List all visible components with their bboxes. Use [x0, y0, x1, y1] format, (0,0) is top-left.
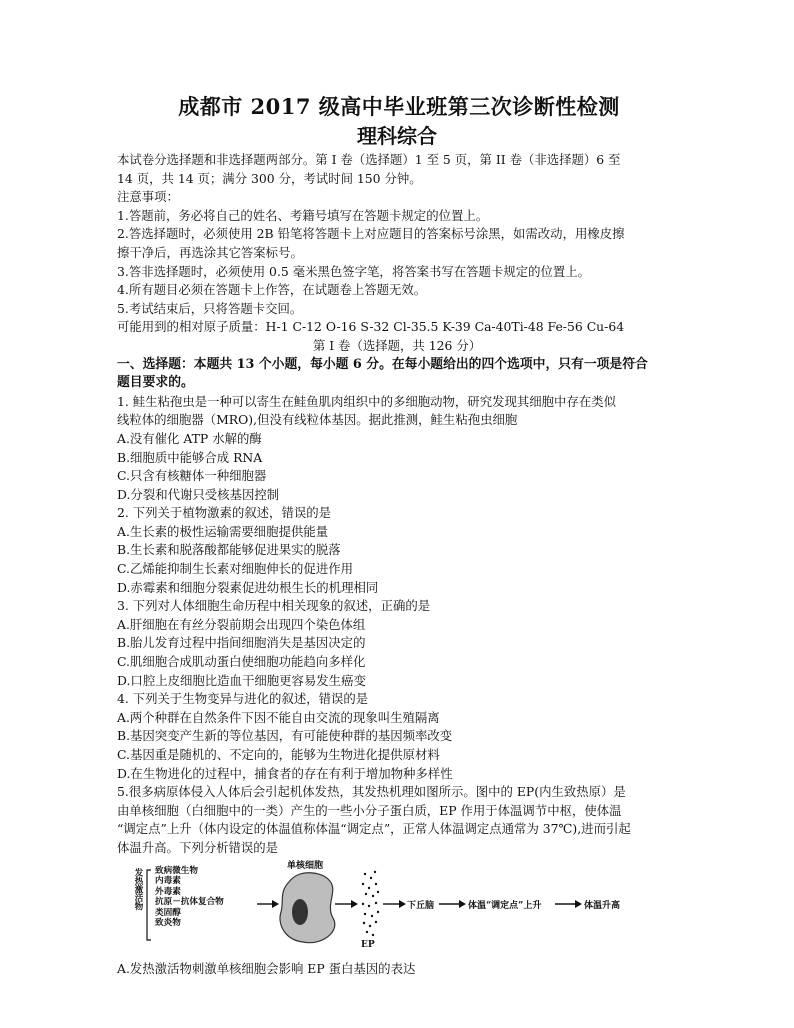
arrowhead	[351, 900, 358, 908]
option-c: C.肌细胞合成肌动蛋白使细胞功能趋向多样化	[117, 654, 366, 670]
ep-label: EP	[361, 939, 375, 950]
question-stem: 4. 下列关于生物变异与进化的叙述，错误的是	[117, 691, 369, 707]
question-stem: 1. 鲑生粘孢虫是一种可以寄生在鲑鱼肌肉组织中的多细胞动物，研究发现其细胞中存在类似	[117, 393, 616, 409]
notice-item: 2.答选择题时，必须使用 2B 铅笔将答题卡上对应题目的答案标号涂黑，如需改动，用橡皮擦	[117, 226, 625, 242]
option-c: C.基因重是随机的、不定向的，能够为生物进化提供原材料	[117, 747, 440, 762]
step-temperature-rise: 体温升高	[584, 900, 621, 911]
activator-list	[155, 866, 224, 929]
part-heading: 题目要求的。	[117, 375, 194, 391]
section-title: 第 I 卷（选择题，共 126 分）	[312, 337, 482, 353]
part-heading: 一、选择题：本题共 13 个小题，每小题 6 分。在每小题给出的四个选项中，只有一项是符合	[117, 356, 648, 372]
exam-subtitle: 理科综合	[357, 124, 437, 148]
activator-item: 内毒素	[155, 876, 181, 887]
exam-title: 成都市 2017 级高中毕业班第三次诊断性检测	[178, 94, 620, 119]
option-d: D.赤霉素和细胞分裂素促进幼根生长的机理相同	[117, 579, 379, 595]
notice-item: 擦干净后，再选涂其它答案标号。	[117, 244, 303, 260]
option-b: B.细胞质中能够合成 RNA	[117, 449, 263, 465]
fever-mechanism-diagram	[117, 860, 677, 958]
question-stem: 2. 下列关于植物激素的叙述，错误的是	[117, 505, 332, 521]
step-hypothalamus: 下丘脑	[407, 900, 435, 911]
notice-item: 1.答题前，务必将自己的姓名、考籍号填写在答题卡规定的位置上。	[117, 207, 489, 223]
question-stem: 体温升高。下列分析错误的是	[117, 839, 279, 855]
step-setpoint-rise: 体温“调定点”上升	[468, 900, 542, 911]
option-c: C.只含有核糖体一种细胞器	[117, 468, 267, 484]
option-a: A.肝细胞在有丝分裂前期会出现四个染色体组	[117, 616, 366, 632]
option-a: A.生长素的极性运输需要细胞提供能量	[117, 523, 329, 539]
option-a: A.两个种群在自然条件下因不能自由交流的现象叫生殖隔离	[117, 709, 440, 725]
question-stem: 由单核细胞（白细胞中的一类）产生的一些小分子蛋白质，EP 作用于体温调节中枢，使体温	[117, 802, 622, 818]
intro-line: 14 页，共 14 页；满分 300 分，考试时间 150 分钟。	[117, 170, 422, 186]
option-b: B.生长素和脱落酸都能够促进果实的脱落	[117, 542, 341, 558]
activator-item: 抗原－抗体复合物	[155, 897, 224, 908]
activator-item: 致炎物	[155, 918, 181, 929]
option-c: C.乙烯能抑制生长素对细胞伸长的促进作用	[117, 561, 354, 577]
option-d: D.口腔上皮细胞比造血干细胞更容易发生癌变	[117, 672, 366, 688]
option-b: B.基因突变产生新的等位基因，有可能使种群的基因频率改变	[117, 728, 453, 744]
option-a: A.发热激活物刺激单核细胞会影响 EP 蛋白基因的表达	[117, 960, 416, 976]
cell-label: 单核细胞	[287, 860, 324, 871]
activator-item: 致病微生物	[155, 865, 198, 876]
notice-heading: 注意事项：	[117, 189, 179, 205]
option-a: A.没有催化 ATP 水解的酶	[117, 430, 262, 446]
atomic-masses: 可能用到的相对原子质量：H-1 C-12 O-16 S-32 Cl-35.5 K-39 Ca-40Ti-48 Fe-56 Cu-64	[117, 319, 625, 335]
notice-item: 3.答非选择题时，必须使用 0.5 毫米黑色签字笔，将答案书写在答题卡规定的位置上。	[117, 263, 591, 279]
question-stem: 线粒体的细胞器（MRO),但没有线粒体基因。据此推测，鲑生粘孢虫细胞	[117, 412, 518, 428]
question-stem: 3. 下列对人体细胞生命历程中相关现象的叙述，正确的是	[117, 598, 431, 614]
activator-group-label: 发热激活物	[133, 867, 143, 911]
option-d: D.分裂和代谢只受核基因控制	[117, 486, 280, 502]
activator-item: 类固醇	[155, 907, 181, 918]
arrowhead	[272, 900, 279, 908]
notice-item: 5.考试结束后，只将答题卡交回。	[117, 300, 303, 316]
cell-nucleus	[292, 899, 308, 925]
activator-bracket	[147, 870, 151, 940]
ep-dots	[362, 870, 379, 935]
activator-item: 外毒素	[155, 886, 181, 897]
option-d: D.在生物进化的过程中，捕食者的存在有利于增加物种多样性	[117, 765, 453, 781]
option-b: B.胎儿发育过程中指间细胞消失是基因决定的	[117, 635, 366, 651]
question-stem: “调定点”上升（体内设定的体温值称体温“调定点”，正常人体温调定点通常为 37℃),进而引起	[117, 821, 631, 837]
question-stem: 5.很多病原体侵入人体后会引起机体发热，其发热机理如图所示。图中的 EP(内生致热原）是	[117, 784, 626, 800]
notice-item: 4.所有题目必须在答题卡上作答，在试题卷上答题无效。	[117, 282, 427, 298]
intro-line: 本试卷分选择题和非选择题两部分。第 I 卷（选择题）1 至 5 页，第 II 卷（非选择题）6 至	[117, 152, 621, 167]
exam-page	[117, 92, 677, 978]
